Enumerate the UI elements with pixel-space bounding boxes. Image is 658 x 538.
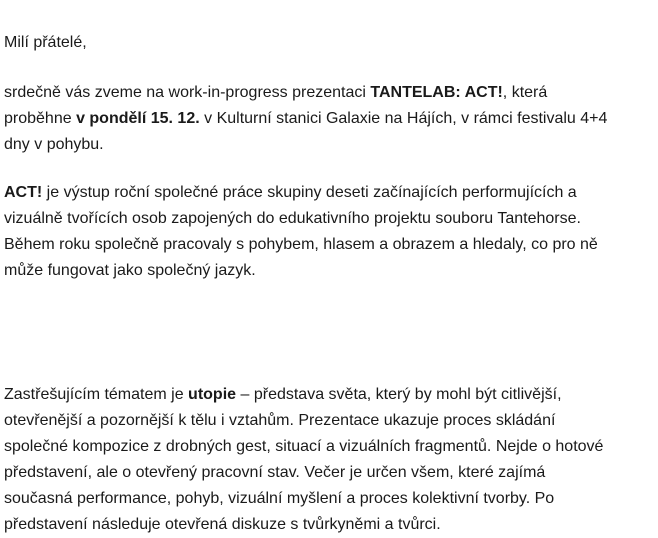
theme-keyword: utopie: [188, 386, 237, 403]
greeting-text: Milí přátelé,: [4, 34, 87, 51]
theme-paragraph: [4, 356, 603, 538]
event-name: TANTELAB: ACT!: [370, 84, 503, 101]
theme-text-2: – představa světa, který by mohl být citlivější, otevřenější a pozornější k tělu i vztahům. Prezentace ukazuje proces skládání společné kompozice z drobných gest, situací a vizuálních fragmentů. Nejde o hotové představení, ale o otevřený pracovní stav. Večer je určen všem, které zajímá současná performance, pohyb, vizuální myšlení a proces kolektivní tvorby. Po představení následuje otevřená diskuze s tvůrkyněmi a tvůrci.: [4, 386, 604, 533]
invitation-text-3: v Kulturní stanici Galaxie na Hájích, v rámci festivalu 4+4 dny v pohybu.: [4, 110, 608, 153]
project-description-text: je výstup roční společné práce skupiny deseti začínajících performujících a vizuálně tvořících osob zapojených do edukativního projektu souboru Tantehorse. Během roku společně pracovaly s pohybem, hlasem a obrazem a hledaly, co pro ně může fungovat jako společný jazyk.: [4, 184, 598, 279]
project-name: ACT!: [4, 184, 43, 201]
greeting: [4, 4, 87, 56]
invitation-text-2: , která proběhne: [4, 84, 548, 127]
project-description-paragraph: [4, 154, 598, 284]
theme-text-1: Zastřešujícím tématem je: [4, 386, 189, 403]
event-date: v pondělí 15. 12.: [76, 110, 200, 127]
invitation-text-1: srdečně vás zveme na work-in-progress prezentaci: [4, 84, 371, 101]
invitation-paragraph: [4, 54, 607, 158]
